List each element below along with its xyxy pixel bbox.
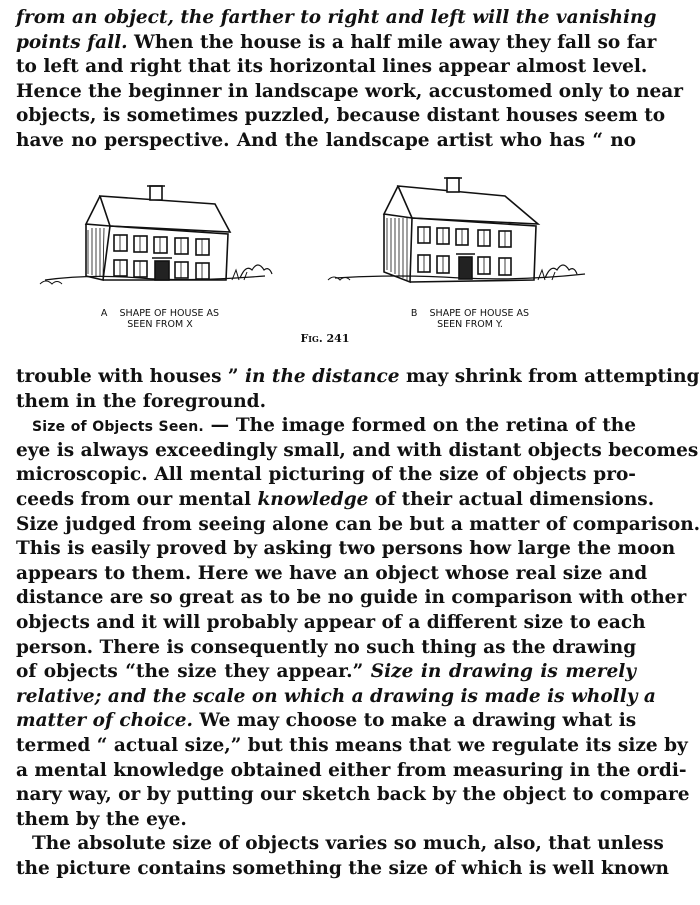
section-heading: Size of Objects Seen. <box>32 419 204 436</box>
text-run: objects, is sometimes puzzled, because distant houses seem to <box>16 105 666 127</box>
text-run: may shrink from attempting <box>399 366 700 387</box>
text-line <box>16 759 687 783</box>
text-run: ceeds from our mental <box>16 489 258 510</box>
text-line <box>16 636 636 660</box>
text-line <box>16 685 656 709</box>
caption-b <box>380 308 560 330</box>
text-run: When the house is a half mile away they fall so far <box>127 31 657 53</box>
text-run: trouble with houses ” <box>16 366 246 387</box>
text-line <box>16 31 657 55</box>
text-run: relative; and the scale on which a drawing is made is wholly a <box>16 685 656 707</box>
text-run: a mental knowledge obtained either from measuring in the ordi- <box>16 759 687 781</box>
text-run: eye is always exceedingly small, and with distant objects becomes <box>16 439 699 461</box>
text-run: objects and it will probably appear of a different size to each <box>16 612 646 633</box>
text-run: person. There is consequently no such thing as the drawing <box>16 636 637 658</box>
text-line <box>16 808 636 832</box>
text-line <box>16 129 636 153</box>
text-run: Hence the beginner in landscape work, accustomed only to near <box>16 80 684 102</box>
text-line <box>16 513 700 537</box>
text-run: Size judged from seeing alone can be but a matter of comparison. <box>16 513 700 535</box>
text-line <box>16 586 687 610</box>
text-line <box>16 55 648 79</box>
text-run: termed “ actual size,” but this means that we regulate its size by <box>16 735 688 756</box>
text-line <box>16 488 655 512</box>
text-line <box>16 709 636 733</box>
text-line <box>16 734 688 758</box>
text-run: This is easily proved by asking two persons how large the moon <box>16 538 676 560</box>
text-line <box>16 562 648 586</box>
text-line <box>16 537 676 561</box>
caption-b-line1: SHAPE OF HOUSE AS <box>429 308 530 319</box>
text-run: to left and right that its horizontal lines appear almost level. <box>16 56 648 78</box>
text-line <box>16 611 646 635</box>
house-b-drawing <box>328 178 585 282</box>
text-run: We may choose to make a drawing what is <box>192 710 637 732</box>
text-run: appears to them. Here we have an object whose real size and <box>16 562 648 584</box>
caption-b-letter: B <box>410 308 418 319</box>
text-line <box>16 857 669 881</box>
text-line <box>16 783 690 807</box>
text-line <box>16 104 666 128</box>
text-run: nary way, or by putting our sketch back by the object to compare <box>16 784 690 806</box>
text-run: them by the eye. <box>16 808 187 830</box>
text-run: matter of choice. <box>16 710 193 732</box>
text-run: The absolute size of objects varies so much, also, that unless <box>32 833 664 855</box>
text-line <box>16 6 657 30</box>
house-a-drawing <box>40 186 272 284</box>
text-line <box>16 463 636 487</box>
text-line <box>16 660 636 684</box>
text-line <box>32 414 636 439</box>
text-run: of their actual dimensions. <box>368 489 655 510</box>
text-run: Size in drawing is merely <box>370 661 636 683</box>
figure-241 <box>0 168 650 360</box>
text-run: the picture contains something the size of which is well known <box>16 858 669 879</box>
text-line <box>32 832 664 856</box>
caption-a-line2: SEEN FROM X <box>127 319 193 330</box>
text-run: of objects “the size they appear.” <box>16 661 371 683</box>
text-run: from an object, the farther to right and left will the vanishing <box>16 7 657 28</box>
text-run: points fall. <box>16 31 128 53</box>
caption-a <box>70 308 250 330</box>
text-run: — The image formed on the retina of the <box>203 415 636 437</box>
text-line <box>16 365 700 389</box>
text-run: have no perspective. And the landscape artist who has “ no <box>16 130 636 151</box>
text-line <box>16 439 699 463</box>
text-run: in the distance <box>245 366 400 387</box>
figure-label: Fig. 241 <box>300 332 350 345</box>
text-run: distance are so great as to be no guide in comparison with other <box>16 587 687 609</box>
caption-b-line2: SEEN FROM Y. <box>437 319 503 330</box>
caption-a-line1: SHAPE OF HOUSE AS <box>119 308 220 319</box>
text-line <box>16 390 636 414</box>
text-run: microscopic. All mental picturing of the size of objects pro- <box>16 464 636 486</box>
text-run: them in the foreground. <box>16 390 267 412</box>
caption-a-letter: A <box>100 308 108 319</box>
text-run: knowledge <box>257 489 369 510</box>
text-line <box>16 80 684 104</box>
